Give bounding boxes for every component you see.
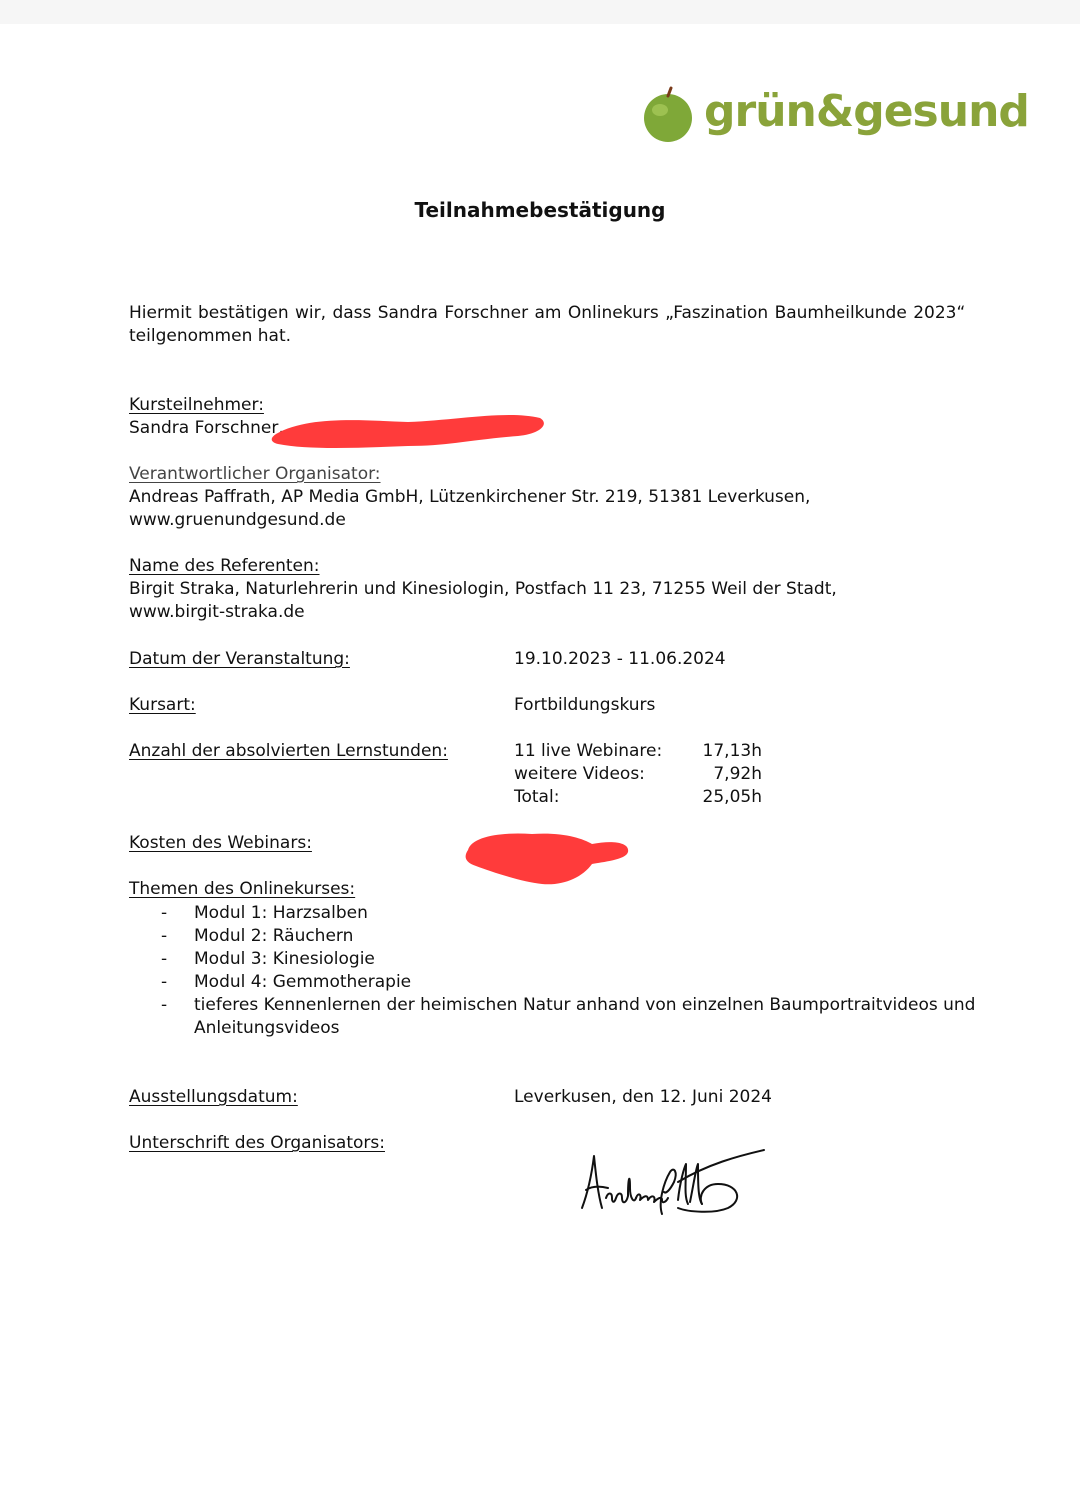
- intro-line-1: Hiermit bestätigen wir, dass Sandra Forschner am Onlinekurs „Faszination Baumheilkunde 2023“: [129, 303, 966, 323]
- hours-row-value: 17,13h: [702, 741, 762, 761]
- document-title: Teilnahmebestätigung: [414, 198, 666, 222]
- hours-row-value: 7,92h: [713, 764, 762, 784]
- list-bullet: -: [161, 903, 168, 923]
- document-page: [0, 24, 1080, 1487]
- topic-item: Modul 3: Kinesiologie: [194, 949, 375, 969]
- list-bullet: -: [161, 995, 168, 1015]
- course-type-label: Kursart:: [129, 695, 196, 715]
- speaker-line-1: Birgit Straka, Naturlehrerin und Kinesiologin, Postfach 11 23, 71255 Weil der Stadt,: [129, 579, 837, 599]
- logo-text: grün&gesund: [704, 86, 1029, 137]
- hours-label: Anzahl der absolvierten Lernstunden:: [129, 741, 448, 761]
- event-date-value: 19.10.2023 - 11.06.2024: [514, 649, 726, 669]
- hours-row-name: 11 live Webinare:: [514, 741, 663, 761]
- topics-label: Themen des Onlinekurses:: [129, 879, 356, 899]
- course-type-value: Fortbildungskurs: [514, 695, 656, 715]
- hours-total-name: Total:: [514, 787, 560, 807]
- issue-date-label: Ausstellungsdatum:: [129, 1087, 298, 1107]
- event-date-label: Datum der Veranstaltung:: [129, 649, 350, 669]
- cost-label: Kosten des Webinars:: [129, 833, 312, 853]
- list-bullet: -: [161, 926, 168, 946]
- list-bullet: -: [161, 949, 168, 969]
- intro-line-2: teilgenommen hat.: [129, 326, 292, 346]
- redaction-mark-participant: [268, 406, 550, 454]
- topic-item: Modul 4: Gemmotherapie: [194, 972, 412, 992]
- topic-item-continuation: Anleitungsvideos: [194, 1018, 340, 1038]
- organizer-label: Verantwortlicher Organisator:: [129, 464, 381, 484]
- redaction-mark-cost: [462, 828, 632, 890]
- topic-item: Modul 1: Harzsalben: [194, 903, 368, 923]
- organizer-website: www.gruenundgesund.de: [129, 510, 346, 530]
- topic-item: Modul 2: Räuchern: [194, 926, 354, 946]
- participant-label: Kursteilnehmer:: [129, 395, 264, 415]
- logo: [640, 84, 1029, 154]
- hours-row-name: weitere Videos:: [514, 764, 645, 784]
- signature-label: Unterschrift des Organisators:: [129, 1133, 385, 1153]
- organizer-line-1: Andreas Paffrath, AP Media GmbH, Lützenkirchener Str. 219, 51381 Leverkusen,: [129, 487, 811, 507]
- hours-total-value: 25,05h: [702, 787, 762, 807]
- issue-date-value: Leverkusen, den 12. Juni 2024: [514, 1087, 772, 1107]
- handwritten-signature: [578, 1142, 768, 1224]
- apple-icon: [640, 86, 696, 142]
- topic-item: tieferes Kennenlernen der heimischen Natur anhand von einzelnen Baumportraitvideos und: [194, 995, 976, 1015]
- list-bullet: -: [161, 972, 168, 992]
- speaker-label: Name des Referenten:: [129, 556, 320, 576]
- participant-name: Sandra Forschner,: [129, 418, 284, 438]
- speaker-website: www.birgit-straka.de: [129, 602, 305, 622]
